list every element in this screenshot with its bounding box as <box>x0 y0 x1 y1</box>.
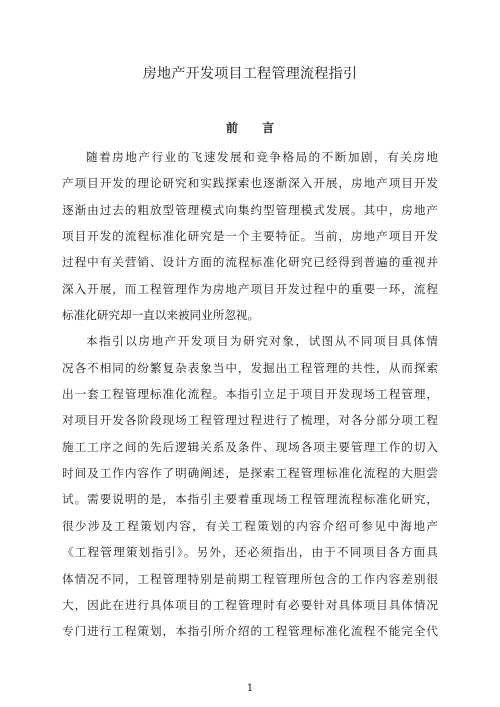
section-heading-preface: 前 言 <box>225 121 285 135</box>
paragraph-2-line: 况各不相同的纷繁复杂表象当中，发掘出工程管理的共性，从而探索 <box>62 360 438 375</box>
paragraph-1-line: 深入开展，而工程管理作为房地产项目开发过程中的重要一环，流程 <box>62 281 438 296</box>
document-body <box>62 144 438 645</box>
paragraph-2-line: 施工工序之间的先后逻辑关系及条件、现场各项主要管理工作的切入 <box>62 439 438 454</box>
paragraph-2-line: 试。需要说明的是，本指引主要着重现场工程管理流程标准化研究， <box>62 492 438 507</box>
document-title: 房地产开发项目工程管理流程指引 <box>142 66 358 82</box>
paragraph-2-line: 大，因此在进行具体项目的工程管理时有必要针对具体项目具体情况 <box>62 597 438 612</box>
paragraph-1-line: 产项目开发的理论研究和实践探索也逐渐深入开展，房地产项目开发 <box>62 176 438 191</box>
paragraph-2-line: 本指引以房地产开发项目为研究对象，试图从不同项目具体情 <box>86 334 438 349</box>
paragraph-2-line: 出一套工程管理标准化流程。本指引立足于项目开发现场工程管理， <box>62 387 438 402</box>
paragraph-2-line: 专门进行工程策划，本指引所介绍的工程管理标准化流程不能完全代 <box>62 624 438 639</box>
paragraph-1-line: 项目开发的流程标准化研究是一个主要特征。当前，房地产项目开发 <box>62 229 438 244</box>
paragraph-2-line: 体情况不同，工程管理特别是前期工程管理所包含的工作内容差别很 <box>62 571 438 586</box>
paragraph-1-line: 过程中有关营销、设计方面的流程标准化研究已经得到普遍的重视并 <box>62 255 438 270</box>
paragraph-1-line: 标准化研究却一直以来被同业所忽视。 <box>62 308 260 323</box>
paragraph-2-line: 《工程管理策划指引》。另外，还必须指出，由于不同项目各方面具 <box>62 545 438 560</box>
page-number: 1 <box>246 683 254 694</box>
paragraph-2-line: 很少涉及工程策划内容，有关工程策划的内容介绍可参见中海地产 <box>62 518 438 533</box>
paragraph-2-line: 对项目开发各阶段现场工程管理过程进行了梳理，对各分部分项工程 <box>62 413 438 428</box>
paragraph-1-line: 逐渐由过去的粗放型管理模式向集约型管理模式发展。其中，房地产 <box>62 202 438 217</box>
paragraph-1-line: 随着房地产行业的飞速发展和竞争格局的不断加剧，有关房地 <box>86 150 438 164</box>
paragraph-2-line: 时间及工作内容作了明确阐述，是探索工程管理标准化流程的大胆尝 <box>62 466 438 481</box>
